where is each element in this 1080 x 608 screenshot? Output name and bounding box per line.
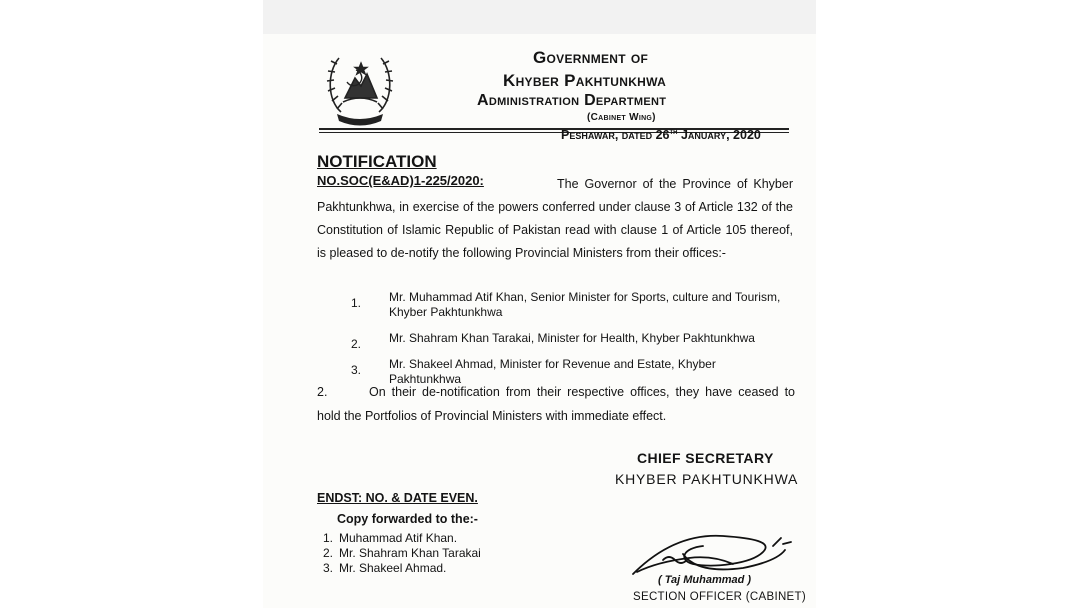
dateline: Peshawar, dated 26th January, 2020 bbox=[561, 127, 761, 143]
recipient-list bbox=[323, 531, 481, 576]
list-item: 2. Mr. Shahram Khan Tarakai bbox=[323, 546, 481, 560]
header-government: Government of bbox=[533, 48, 649, 67]
list-item: 3. Mr. Shakeel Ahmad, Minister for Revenue and Estate, Khyber Pakhtunkhwa bbox=[351, 357, 716, 386]
body-text: Khyber Pakhtunkhwa, in exercise of the powers conferred under clause 3 of Article 132 of the Constitution of Islamic Republic of Pakistan read with clause 1 of Article 105 thereof, is pleased to de-notify the following Provincial Ministers from their offices:- bbox=[317, 177, 793, 260]
notification-reference: NO.SOC(E&AD)1-225/2020: bbox=[317, 173, 484, 188]
list-item: 1. Muhammad Atif Khan. bbox=[323, 531, 458, 545]
officer-title: SECTION OFFICER (CABINET) bbox=[633, 591, 806, 603]
kp-government-emblem bbox=[321, 42, 399, 128]
signatory-title: CHIEF SECRETARY bbox=[637, 450, 774, 466]
list-item: 3. Mr. Shakeel Ahmad. bbox=[323, 561, 447, 575]
notification-title: NOTIFICATION bbox=[317, 152, 437, 171]
list-item: 2. Mr. Shahram Khan Tarakai, Minister for Health, Khyber Pakhtunkhwa bbox=[351, 331, 755, 351]
officer-name: ( Taj Muhammad ) bbox=[658, 574, 752, 586]
header-department: Administration Department bbox=[477, 92, 667, 109]
header-wing: (Cabinet Wing) bbox=[587, 112, 656, 123]
copy-forwarded: Copy forwarded to the:- bbox=[337, 512, 478, 526]
header-province: Khyber Pakhtunkhwa bbox=[503, 71, 667, 90]
viewer-top-bar bbox=[263, 0, 816, 34]
document-page bbox=[263, 34, 816, 608]
paragraph-2: 2. On their de-notification from their respective offices, they have ceased to hold the Portfolios of Provincial Ministers with immediate effect. bbox=[317, 385, 795, 423]
endorsement-heading: ENDST: NO. & DATE EVEN. bbox=[317, 491, 478, 505]
list-item: 1. Mr. Muhammad Atif Khan, Senior Minister for Sports, culture and Tourism, Khyber Pakhtunkhwa bbox=[351, 290, 781, 319]
body-lead: The Governor of the Province of bbox=[557, 177, 748, 191]
signatory-province: KHYBER PAKHTUNKHWA bbox=[615, 471, 799, 487]
